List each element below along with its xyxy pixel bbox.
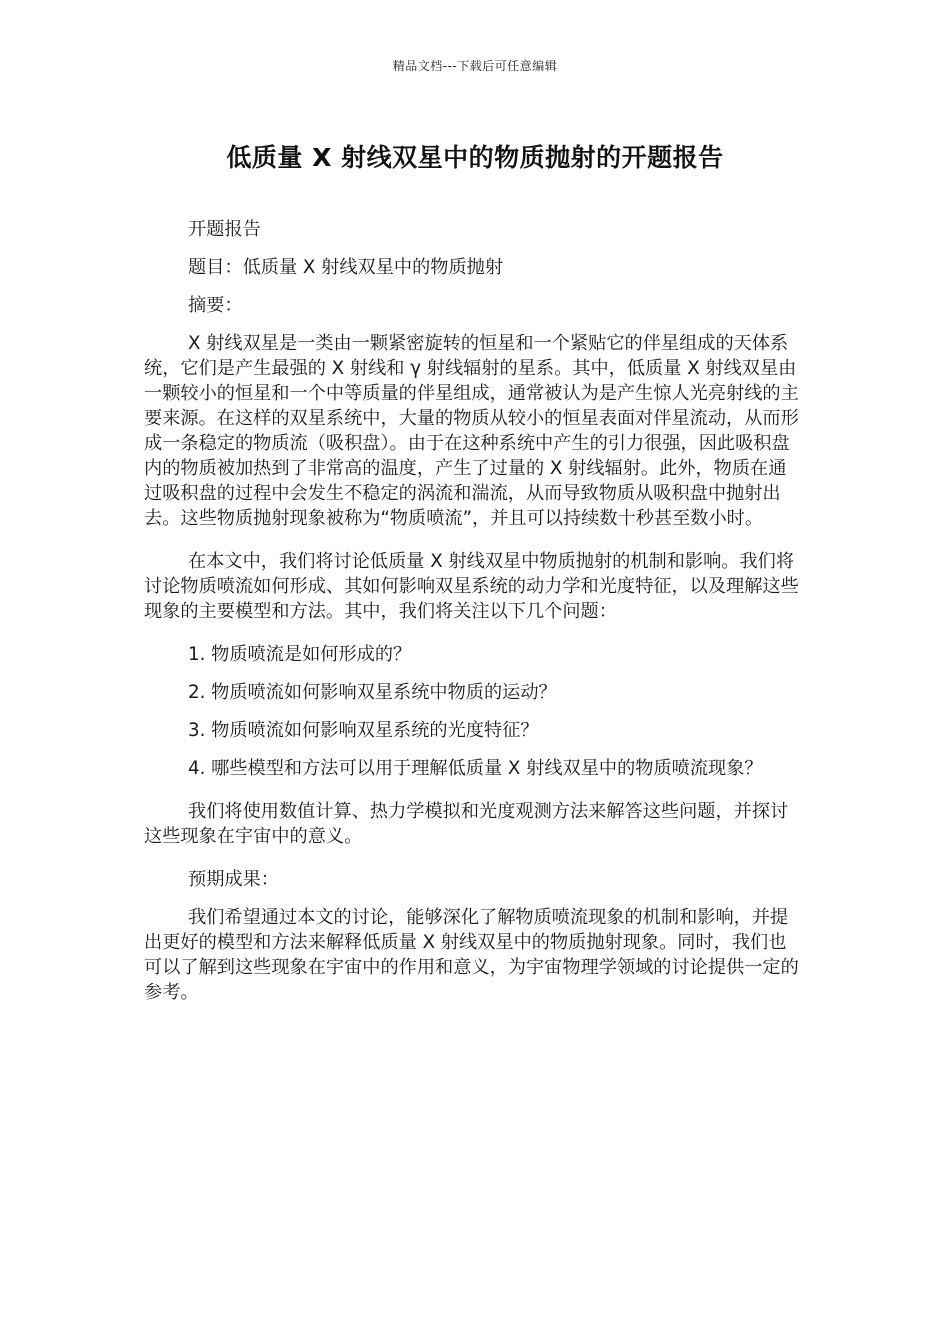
section-label-outcomes: 预期成果： xyxy=(188,869,279,890)
section-label-report: 开题报告 xyxy=(188,219,261,240)
outcomes-paragraph: 我们希望通过本文的讨论，能够深化了解物质喷流现象的机制和影响，并提出更好的模型和方法来解释低质量 X 射线双星中的物质抛射现象。同时，我们也可以了解到这些现象在宇宙中的作用和意义，为宇宙物理学领域的讨论提供一定的参考。 xyxy=(144,907,799,1003)
section-label-abstract: 摘要： xyxy=(188,295,243,316)
topic-line: 题目：低质量 X 射线双星中的物质抛射 xyxy=(188,257,504,278)
method-paragraph: 我们将使用数值计算、热力学模拟和光度观测方法来解答这些问题，并探讨这些现象在宇宙中的意义。 xyxy=(144,801,789,847)
question-item-2: 2. 物质喷流如何影响双星系统中物质的运动？ xyxy=(188,682,557,703)
question-item-1: 1. 物质喷流是如何形成的？ xyxy=(188,644,412,665)
document-title: 低质量 X 射线双星中的物质抛射的开题报告 xyxy=(226,143,724,172)
abstract-paragraph: X 射线双星是一类由一颗紧密旋转的恒星和一个紧贴它的伴星组成的天体系统，它们是产生最强的 X 射线和 γ 射线辐射的星系。其中，低质量 X 射线双星由一颗较小的恒星和一个中等质量的伴星组成，通常被认为是产生惊人光亮射线的主要来源。在这样的双星系统中，大量的物质从较小的恒星表面对伴星流动，从而形成一条稳定的物质流（吸积盘）。由于在这种系统中产生的引力很强，因此吸积盘内的物质被加热到了非常高的温度，产生了过量的 X 射线辐射。此外，物质在通过吸积盘的过程中会发生不稳定的涡流和湍流，从而导致物质从吸积盘中抛射出去。这些物质抛射现象被称为“物质喷流”，并且可以持续数十秒甚至数小时。 xyxy=(144,333,799,529)
question-item-3: 3. 物质喷流如何影响双星系统的光度特征？ xyxy=(188,720,539,741)
question-item-4: 4. 哪些模型和方法可以用于理解低质量 X 射线双星中的物质喷流现象？ xyxy=(188,758,763,779)
scope-paragraph: 在本文中，我们将讨论低质量 X 射线双星中物质抛射的机制和影响。我们将讨论物质喷流如何形成、其如何影响双星系统的动力学和光度特征，以及理解这些现象的主要模型和方法。其中，我们将关注以下几个问题： xyxy=(144,551,799,622)
document-body xyxy=(144,217,804,1023)
header-note: 精品文档---下载后可任意编辑 xyxy=(392,59,558,73)
